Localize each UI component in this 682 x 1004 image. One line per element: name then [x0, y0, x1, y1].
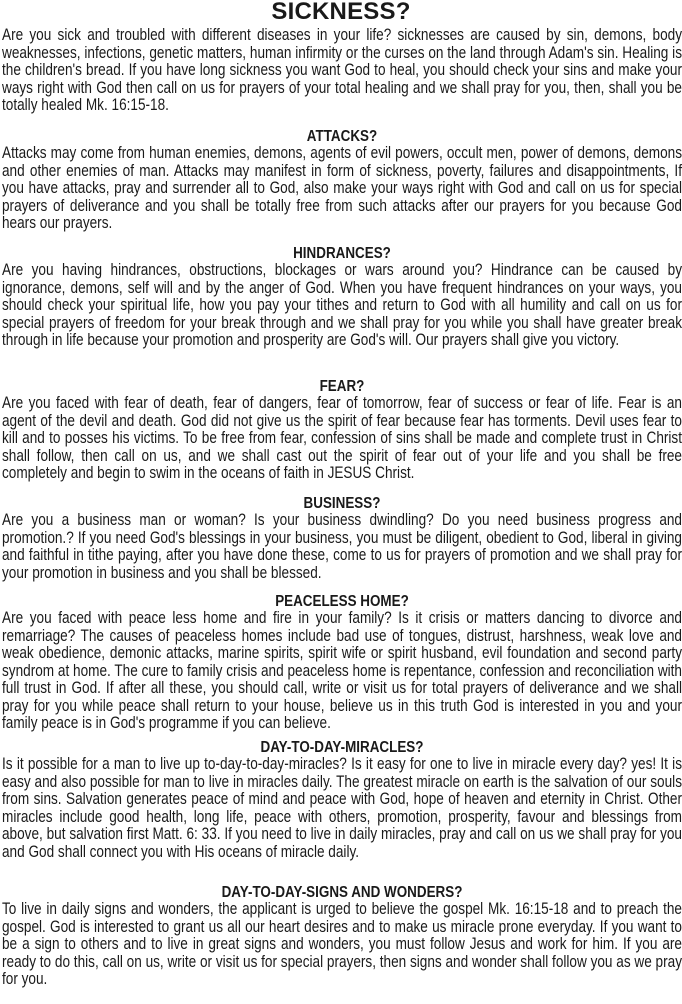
section-day-to-day-miracles [2, 739, 682, 861]
page-title: SICKNESS? [271, 0, 411, 25]
section-attacks [2, 128, 682, 233]
section-body: To live in daily signs and wonders, the applicant is urged to believe the gospel Mk. 16:15-18 and to preach the gospel. God is interested to grant us all our heart desires and to make us miracle prone everyday. If you want to be a sign to others and to live in great signs and wonders, you must follow Jesus and work for him. If you are ready to do this, call on us, write or visit us for special prayers, then signs and wonder shall follow you as we pray for you. [2, 900, 682, 988]
section-heading: ATTACKS? [306, 128, 378, 145]
section-heading: FEAR? [319, 378, 365, 395]
section-body: Is it possible for a man to live up to-day-to-day-miracles? Is it easy for one to live in miracle every day? yes! It is easy and also possible for man to live in miracles daily. The greatest miracle on earth is the salvation of our souls from sins. Salvation generates peace of mind and peace with God, hope of heaven and eternity in Christ. Other miracles include good health, long life, peace with others, promotion, prosperity, favour and blessings from above, but salvation first Matt. 6: 33. If you need to live in daily miracles, pray and call on us we shall pray for you and God shall connect you with His oceans of miracle daily. [2, 755, 682, 861]
section-body: Are you a business man or woman? Is your business dwindling? Do you need business progress and promotion.? If you need God's blessings in your business, you must be diligent, obedient to God, liberal in giving and faithful in tithe paying, after you have done these, come to us for prayers of promotion and we shall pray for your promotion in business and you shall be blessed. [2, 511, 682, 582]
section-body: Are you faced with fear of death, fear of dangers, fear of tomorrow, fear of success or fear of life. Fear is an agent of the devil and death. God did not give us the spirit of fear because fear has torments. Devil uses fear to kill and to posses his victims. To be free from fear, confession of sins shall be made and complete trust in Christ shall follow, then call on us, and we shall cast out the spirit of fear out of your life and you shall be free completely and begin to swim in the oceans of faith in JESUS Christ. [2, 394, 682, 482]
section-body: Are you having hindrances, obstructions, blockages or wars around you? Hindrance can be caused by ignorance, demons, self will and by the anger of God. When you have frequent hindrances on your ways, you should check your spiritual life, how you pay your tithes and return to God with all humility and call on us for special prayers of freedom for your break through and we shall pray for you while you shall have greater break through in life because your promotion and prosperity are God's will. Our prayers shall give you victory. [2, 261, 682, 349]
section-heading: BUSINESS? [303, 495, 381, 512]
section-business [2, 495, 682, 582]
section-body: Attacks may come from human enemies, demons, agents of evil powers, occult men, power of demons, demons and other enemies of man. Attacks may manifest in form of sickness, poverty, failures and disappointments, If you have attacks, pray and surrender all to God, also make your ways right with God and call on us for special prayers of deliverance and you shall be totally free from such attacks after our prayers for you because God hears our prayers. [2, 144, 682, 232]
section-hindrances [2, 245, 682, 350]
section-signs-and-wonders [2, 884, 682, 989]
section-peaceless-home [2, 593, 682, 733]
section-heading: PEACELESS HOME? [275, 593, 409, 610]
section-body: Are you faced with peace less home and fire in your family? Is it crisis or matters dancing to divorce and remarriage? The causes of peaceless homes include bad use of tongues, distrust, harshness, weak love and weak obedience, demonic attacks, marine spirits, spirit wife or spirit husband, evil foundation and second party syndrom at home. The cure to family crisis and peaceless home is repentance, confession and reconciliation with full trust in God. If after all these, you should call, write or visit us for total prayers of deliverance and we shall pray for you while peace shall return to your house, believe us in this truth God is interested in you and your family peace is in God's programme if you can believe. [2, 609, 682, 732]
section-heading: DAY-TO-DAY-MIRACLES? [260, 739, 424, 756]
section-body: Are you sick and troubled with different diseases in your life? sicknesses are caused by sin, demons, body weaknesses, infections, genetic matters, human infirmity or the curses on the land through Adam's sin. Healing is the children's bread. If you have long sickness you want God to heal, you should check your sins and make your ways right with God then call on us for prayers of your total healing and we shall pray for you, then, shall you be totally healed Mk. 16:15-18. [2, 26, 682, 114]
section-fear [2, 378, 682, 483]
section-heading: HINDRANCES? [293, 245, 391, 262]
title-block [0, 0, 682, 25]
section-heading: DAY-TO-DAY-SIGNS AND WONDERS? [221, 884, 463, 901]
section-sickness [2, 27, 682, 115]
